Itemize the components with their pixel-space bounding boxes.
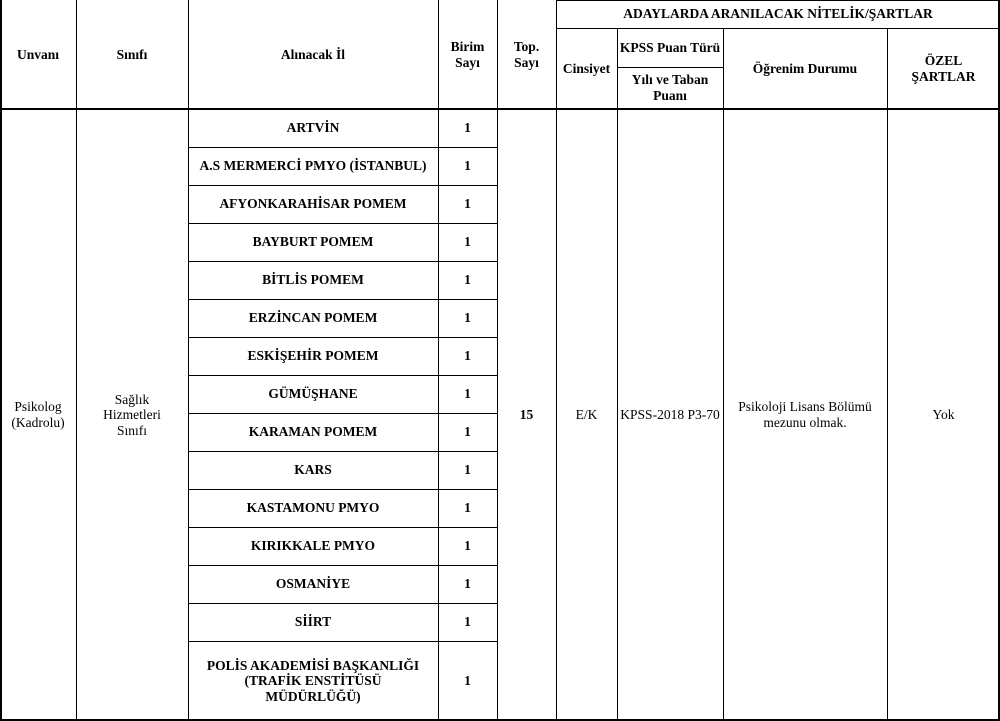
location-count: 1 xyxy=(464,348,471,364)
location-count: 1 xyxy=(464,424,471,440)
location-name: KARS xyxy=(294,462,332,478)
location-count: 1 xyxy=(464,234,471,250)
grid-line xyxy=(556,0,1000,1)
location-name: GÜMÜŞHANE xyxy=(268,386,358,402)
grid-line xyxy=(723,28,724,721)
location-name: ERZİNCAN POMEM xyxy=(248,310,378,326)
header-top-sayi: Top. Sayı xyxy=(513,38,540,70)
grid-line xyxy=(0,108,1000,110)
grid-line xyxy=(188,147,497,148)
location-count: 1 xyxy=(464,576,471,592)
location-name: POLİS AKADEMİSİ BAŞKANLIĞI (TRAFİK ENSTİTÜSÜ MÜDÜRLÜĞÜ) xyxy=(206,657,420,704)
grid-line xyxy=(188,489,497,490)
header-group-title: ADAYLARDA ARANILACAK NİTELİK/ŞARTLAR xyxy=(623,6,933,22)
location-count: 1 xyxy=(464,538,471,554)
header-yil-taban-puani: Yılı ve Taban Puanı xyxy=(631,72,709,103)
location-name: ESKİŞEHİR POMEM xyxy=(247,348,379,364)
grid-line xyxy=(188,413,497,414)
grid-line xyxy=(188,603,497,604)
grid-line xyxy=(556,28,1000,29)
header-ogrenim-durumu: Öğrenim Durumu xyxy=(752,60,858,76)
cell-sinifi: Sağlık Hizmetleri Sınıfı xyxy=(103,391,161,438)
location-count: 1 xyxy=(464,196,471,212)
location-name: ARTVİN xyxy=(286,120,340,136)
grid-line xyxy=(188,185,497,186)
header-cinsiyet: Cinsiyet xyxy=(562,60,611,76)
location-count: 1 xyxy=(464,673,471,689)
cell-unvan: Psikolog (Kadrolu) xyxy=(11,399,65,430)
location-count: 1 xyxy=(464,158,471,174)
cell-ozel: Yok xyxy=(932,407,955,423)
location-count: 1 xyxy=(464,386,471,402)
grid-line xyxy=(188,565,497,566)
header-alinacak-il: Alınacak İl xyxy=(280,46,346,62)
location-count: 1 xyxy=(464,614,471,630)
grid-line xyxy=(617,67,723,68)
header-birim-sayi: Birim Sayı xyxy=(450,38,485,70)
grid-line xyxy=(887,28,888,721)
location-count: 1 xyxy=(464,462,471,478)
grid-line xyxy=(188,223,497,224)
location-name: BAYBURT POMEM xyxy=(252,234,374,250)
location-name: SİİRT xyxy=(294,614,332,630)
cell-kpss: KPSS-2018 P3-70 xyxy=(620,407,720,423)
cell-ogrenim: Psikoloji Lisans Bölümü mezunu olmak. xyxy=(738,399,872,430)
header-sinifi: Sınıfı xyxy=(116,46,148,62)
location-count: 1 xyxy=(464,120,471,136)
grid-line xyxy=(188,337,497,338)
grid-line xyxy=(188,641,497,642)
header-kpss-puan-turu: KPSS Puan Türü xyxy=(619,39,721,55)
location-name: BİTLİS POMEM xyxy=(262,272,364,288)
location-name: AFYONKARAHİSAR POMEM xyxy=(219,196,407,212)
location-count: 1 xyxy=(464,500,471,516)
grid-line xyxy=(188,451,497,452)
location-name: KARAMAN POMEM xyxy=(248,424,378,440)
cell-top-sayi: 15 xyxy=(519,407,534,423)
header-unvan: Unvanı xyxy=(16,46,60,62)
grid-line xyxy=(617,28,618,721)
location-name: A.S MERMERCİ PMYO (İSTANBUL) xyxy=(199,158,427,174)
grid-line xyxy=(188,261,497,262)
location-name: KIRIKKALE PMYO xyxy=(250,538,376,554)
location-count: 1 xyxy=(464,310,471,326)
grid-line xyxy=(188,527,497,528)
location-name: OSMANİYE xyxy=(275,576,351,592)
location-name: KASTAMONU PMYO xyxy=(246,500,380,516)
cell-cinsiyet: E/K xyxy=(575,407,598,423)
header-ozel-sartlar: ÖZEL ŞARTLAR xyxy=(911,52,976,84)
grid-line xyxy=(188,375,497,376)
grid-line xyxy=(188,299,497,300)
location-count: 1 xyxy=(464,272,471,288)
